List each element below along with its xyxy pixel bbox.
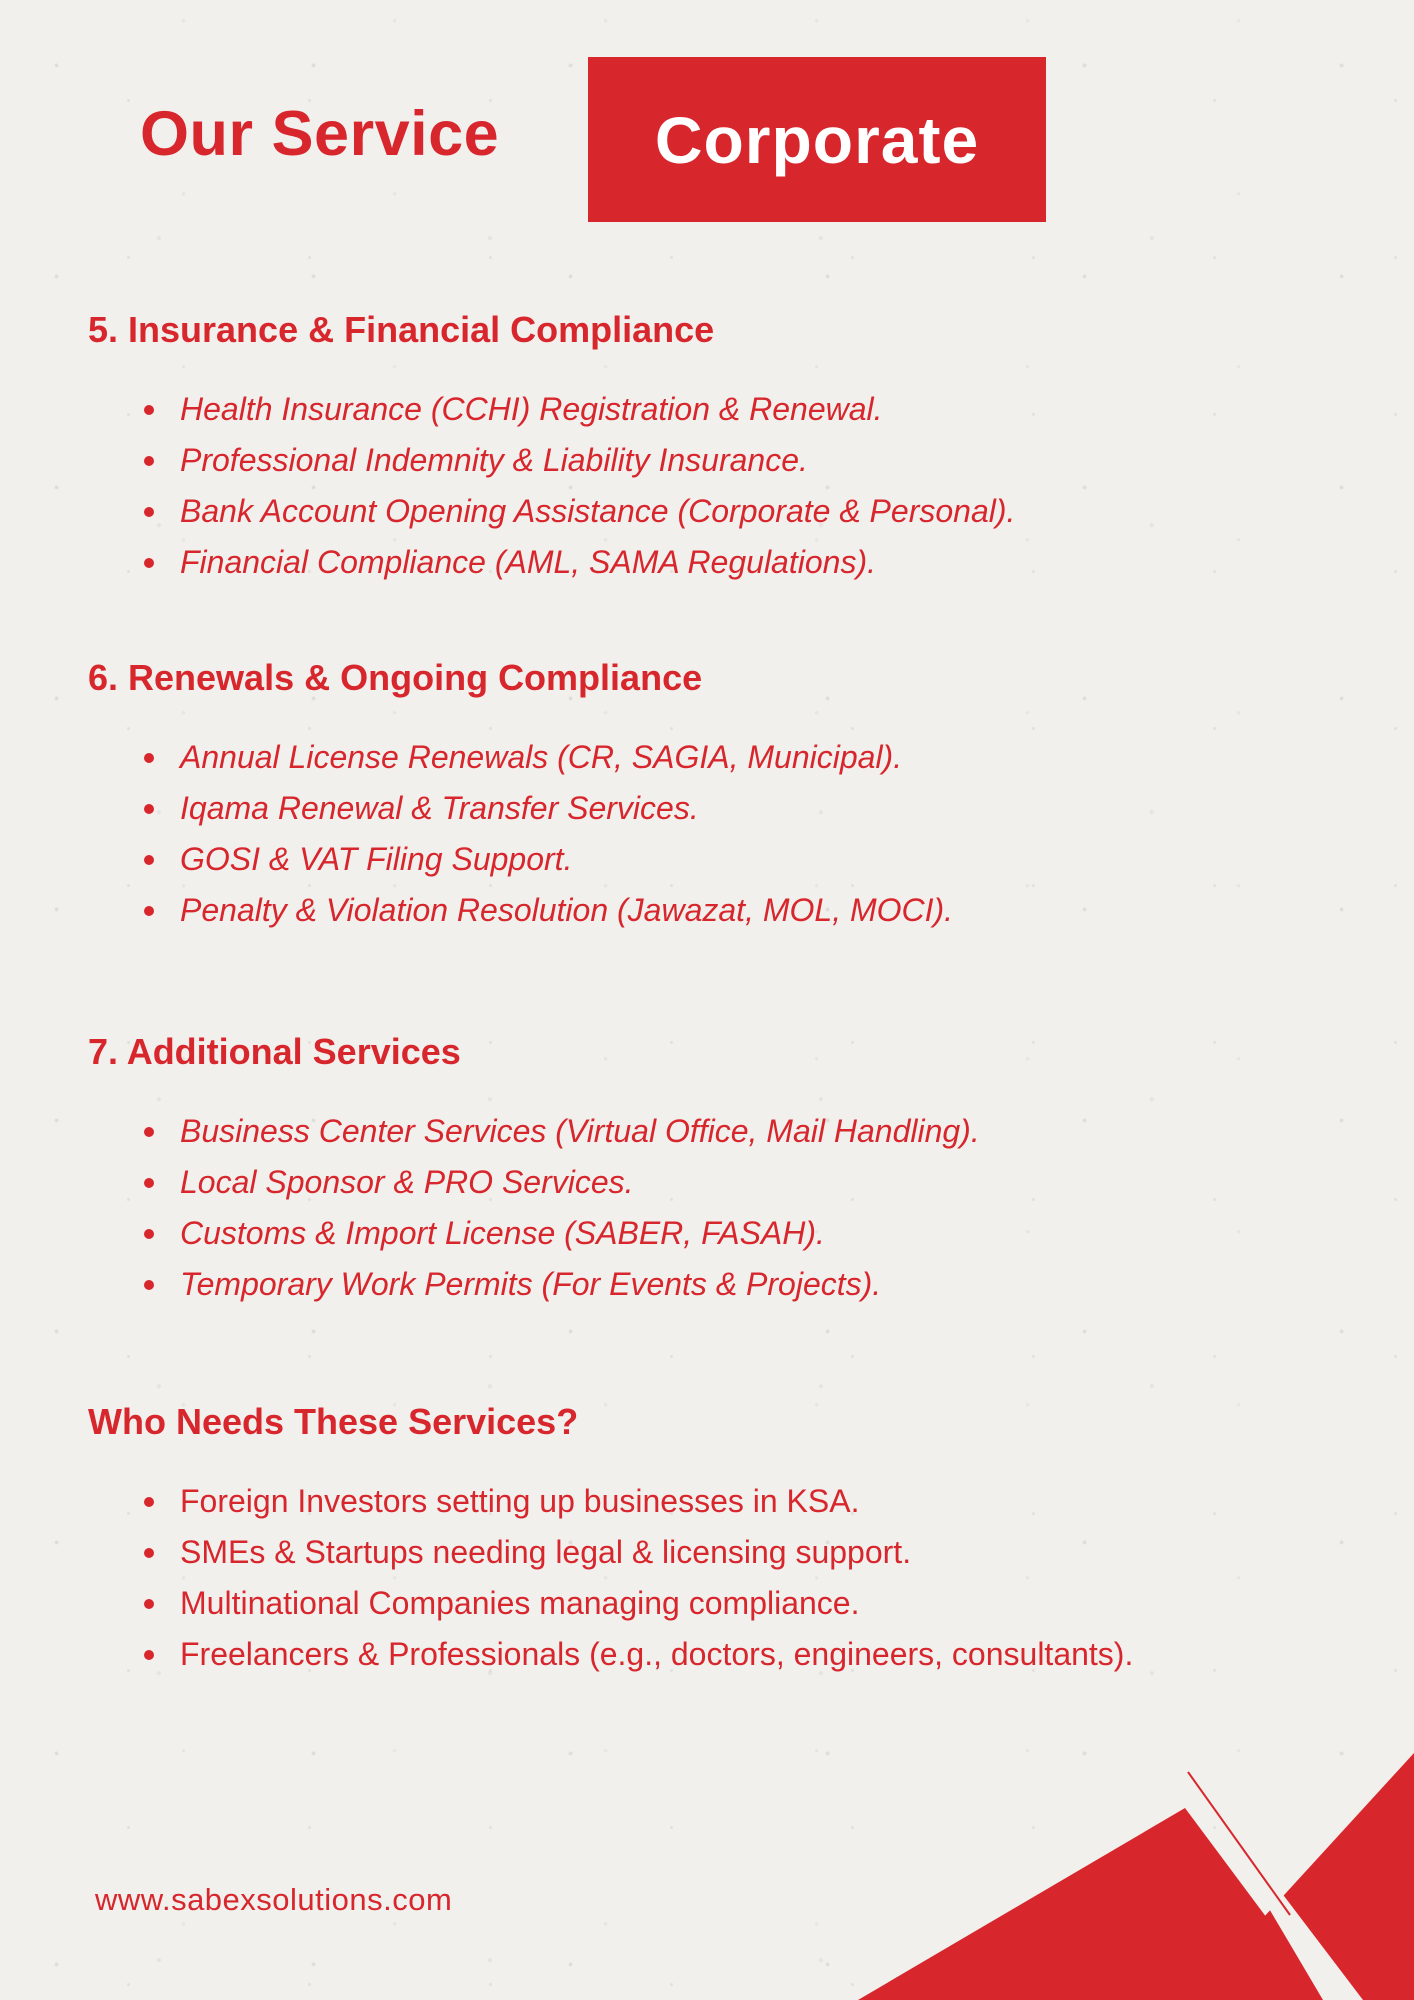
list-item: Customs & Import License (SABER, FASAH). xyxy=(88,1208,1364,1259)
list-item: Foreign Investors setting up businesses in KSA. xyxy=(88,1476,1364,1527)
website-url: www.sabexsolutions.com xyxy=(95,1882,453,1917)
section-list xyxy=(88,384,1364,588)
corporate-badge xyxy=(588,57,1046,222)
list-item: SMEs & Startups needing legal & licensing support. xyxy=(88,1527,1364,1578)
list-item: GOSI & VAT Filing Support. xyxy=(88,834,1364,885)
section-heading: 7. Additional Services xyxy=(88,1031,461,1072)
list-item: Temporary Work Permits (For Events & Projects). xyxy=(88,1259,1364,1310)
section-list xyxy=(88,1106,1364,1310)
list-item: Penalty & Violation Resolution (Jawazat, MOL, MOCI). xyxy=(88,885,1364,936)
list-item: Iqama Renewal & Transfer Services. xyxy=(88,783,1364,834)
list-item: Financial Compliance (AML, SAMA Regulations). xyxy=(88,537,1364,588)
mountain-triangle-icon xyxy=(858,1808,1328,2000)
section-heading: 6. Renewals & Ongoing Compliance xyxy=(88,657,703,698)
list-item: Business Center Services (Virtual Office, Mail Handling). xyxy=(88,1106,1364,1157)
section-list xyxy=(88,732,1364,936)
section-renewals-ongoing-compliance xyxy=(88,654,1364,936)
corner-decoration xyxy=(854,1750,1414,2000)
list-item: Health Insurance (CCHI) Registration & Renewal. xyxy=(88,384,1364,435)
list-item: Professional Indemnity & Liability Insurance. xyxy=(88,435,1364,486)
section-heading: Who Needs These Services? xyxy=(88,1401,579,1442)
corporate-badge-label: Corporate xyxy=(654,102,980,177)
section-additional-services xyxy=(88,1028,1364,1310)
page-title: Our Service xyxy=(140,99,500,169)
list-item: Bank Account Opening Assistance (Corporate & Personal). xyxy=(88,486,1364,537)
list-item: Annual License Renewals (CR, SAGIA, Municipal). xyxy=(88,732,1364,783)
section-insurance-financial-compliance xyxy=(88,306,1364,588)
section-heading: 5. Insurance & Financial Compliance xyxy=(88,309,715,350)
section-who-needs-these-services xyxy=(88,1398,1364,1680)
list-item: Multinational Companies managing compliance. xyxy=(88,1578,1364,1629)
section-list xyxy=(88,1476,1364,1680)
list-item: Local Sponsor & PRO Services. xyxy=(88,1157,1364,1208)
services-content xyxy=(88,232,1364,1680)
list-item: Freelancers & Professionals (e.g., doctors, engineers, consultants). xyxy=(88,1629,1364,1680)
